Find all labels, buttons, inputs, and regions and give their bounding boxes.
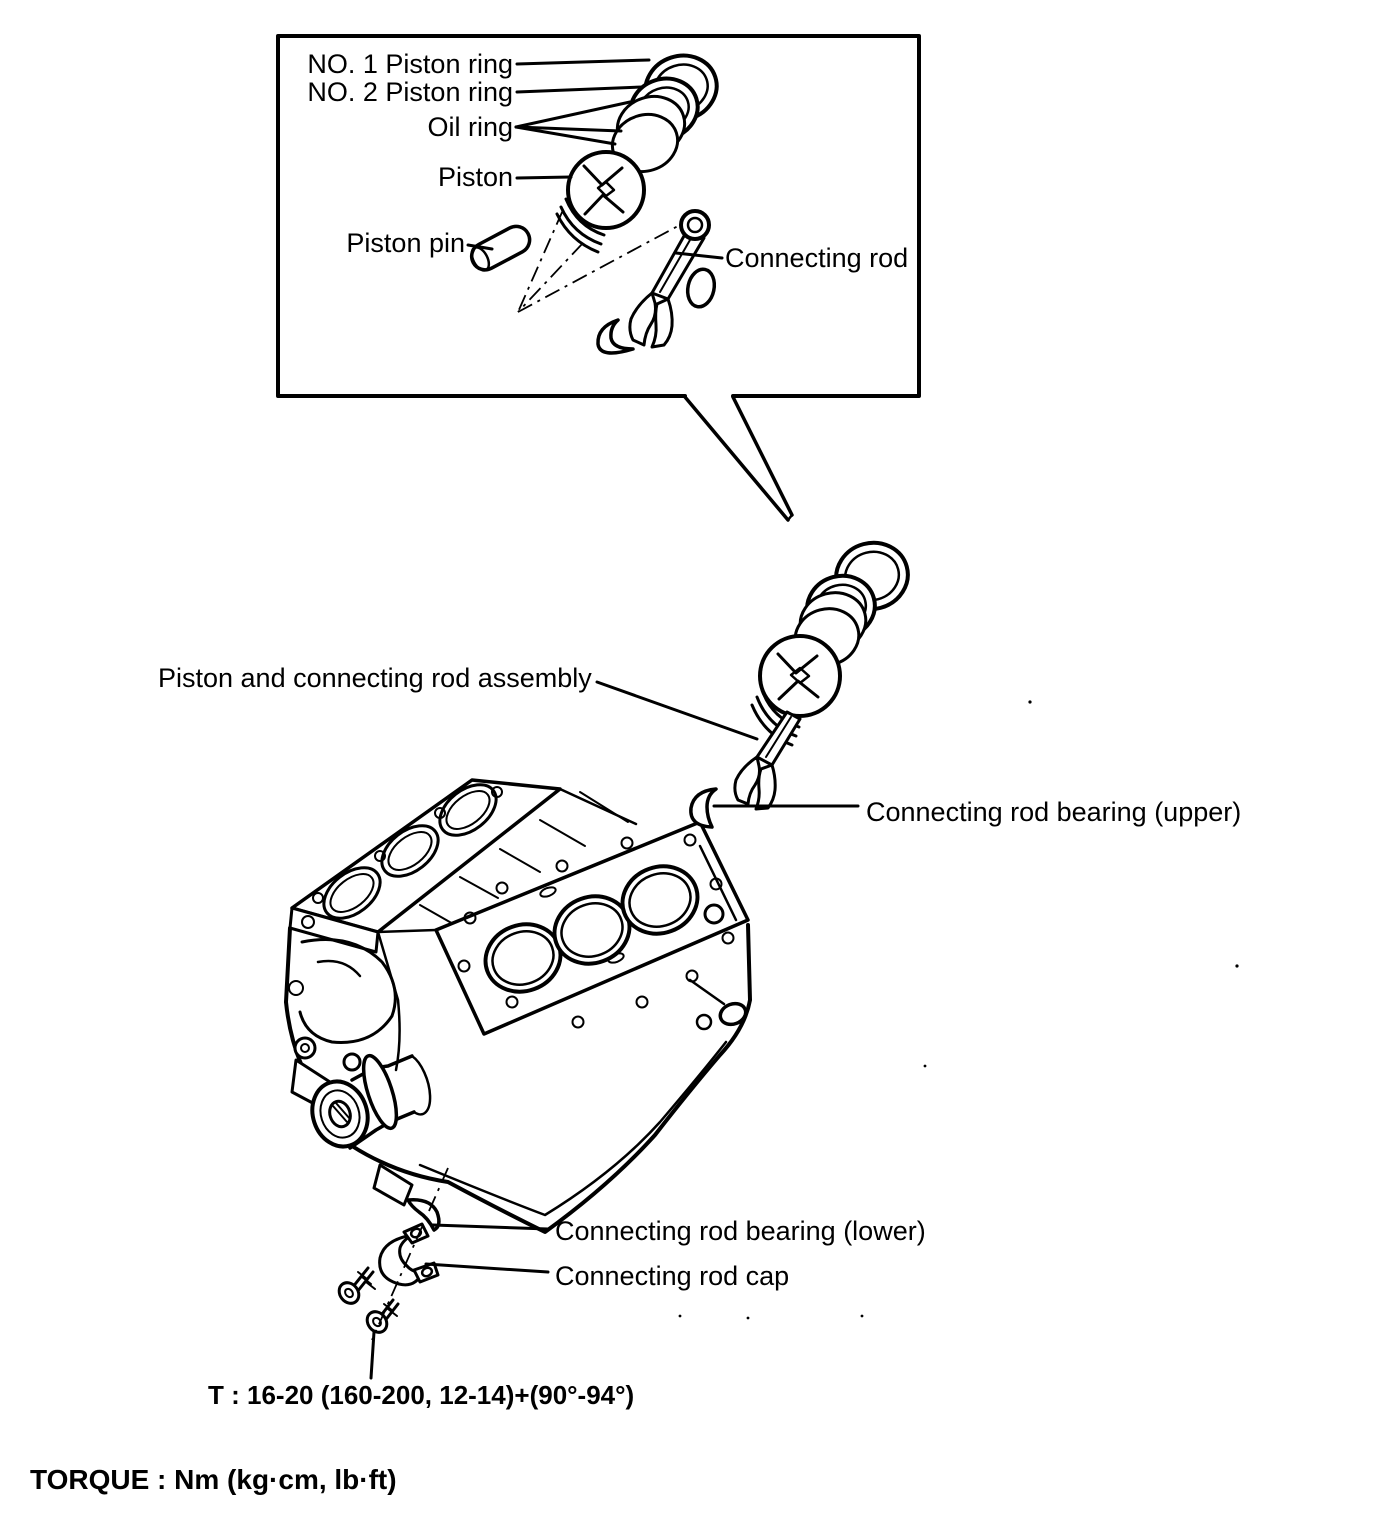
assembly-piston-crown xyxy=(760,636,840,716)
pointer-funnel xyxy=(685,397,792,520)
inset-piston xyxy=(557,152,644,252)
label-no1-piston-ring: NO. 1 Piston ring xyxy=(307,49,513,79)
cap-bolt-1 xyxy=(335,1268,375,1307)
assembly-rod xyxy=(735,712,800,809)
head-gasket-right xyxy=(436,822,748,1034)
leader-torque-spec xyxy=(371,1332,374,1378)
label-torque-spec: T : 16-20 (160-200, 12-14)+(90°-94°) xyxy=(208,1380,635,1410)
inset-connecting-rod xyxy=(518,210,718,353)
engine-block xyxy=(286,775,750,1232)
leader-assembly xyxy=(597,682,757,739)
leader-oil-ring-1 xyxy=(516,102,630,127)
leader-no1-piston-ring xyxy=(517,60,649,64)
crankshaft-snout xyxy=(304,1052,430,1154)
bearing-upper-drawing xyxy=(691,789,716,827)
rod-small-end-drawing xyxy=(681,211,709,239)
cap-bolt-2 xyxy=(363,1300,398,1336)
leader-no2-piston-ring xyxy=(517,87,642,92)
label-rod-cap: Connecting rod cap xyxy=(555,1261,790,1291)
label-bearing-upper: Connecting rod bearing (upper) xyxy=(866,797,1242,827)
label-torque-units: TORQUE : Nm (kg·cm, lb·ft) xyxy=(30,1464,397,1495)
label-oil-ring: Oil ring xyxy=(427,112,513,142)
label-piston: Piston xyxy=(437,162,513,192)
pin-bushing-drawing xyxy=(684,267,717,310)
inset-piston-pin xyxy=(467,222,534,275)
label-connecting-rod: Connecting rod xyxy=(725,243,909,273)
label-assembly: Piston and connecting rod assembly xyxy=(158,663,592,693)
leader-rod-cap xyxy=(426,1264,548,1272)
piston-crown-drawing xyxy=(568,152,644,228)
rod-bearing-shell-drawing xyxy=(598,320,633,353)
assembly-piston xyxy=(752,636,840,745)
rod-cap-drawing xyxy=(380,1224,438,1285)
label-piston-pin: Piston pin xyxy=(346,228,465,258)
label-bearing-lower: Connecting rod bearing (lower) xyxy=(555,1216,926,1246)
label-no2-piston-ring: NO. 2 Piston ring xyxy=(307,77,513,107)
leader-piston xyxy=(517,177,571,178)
